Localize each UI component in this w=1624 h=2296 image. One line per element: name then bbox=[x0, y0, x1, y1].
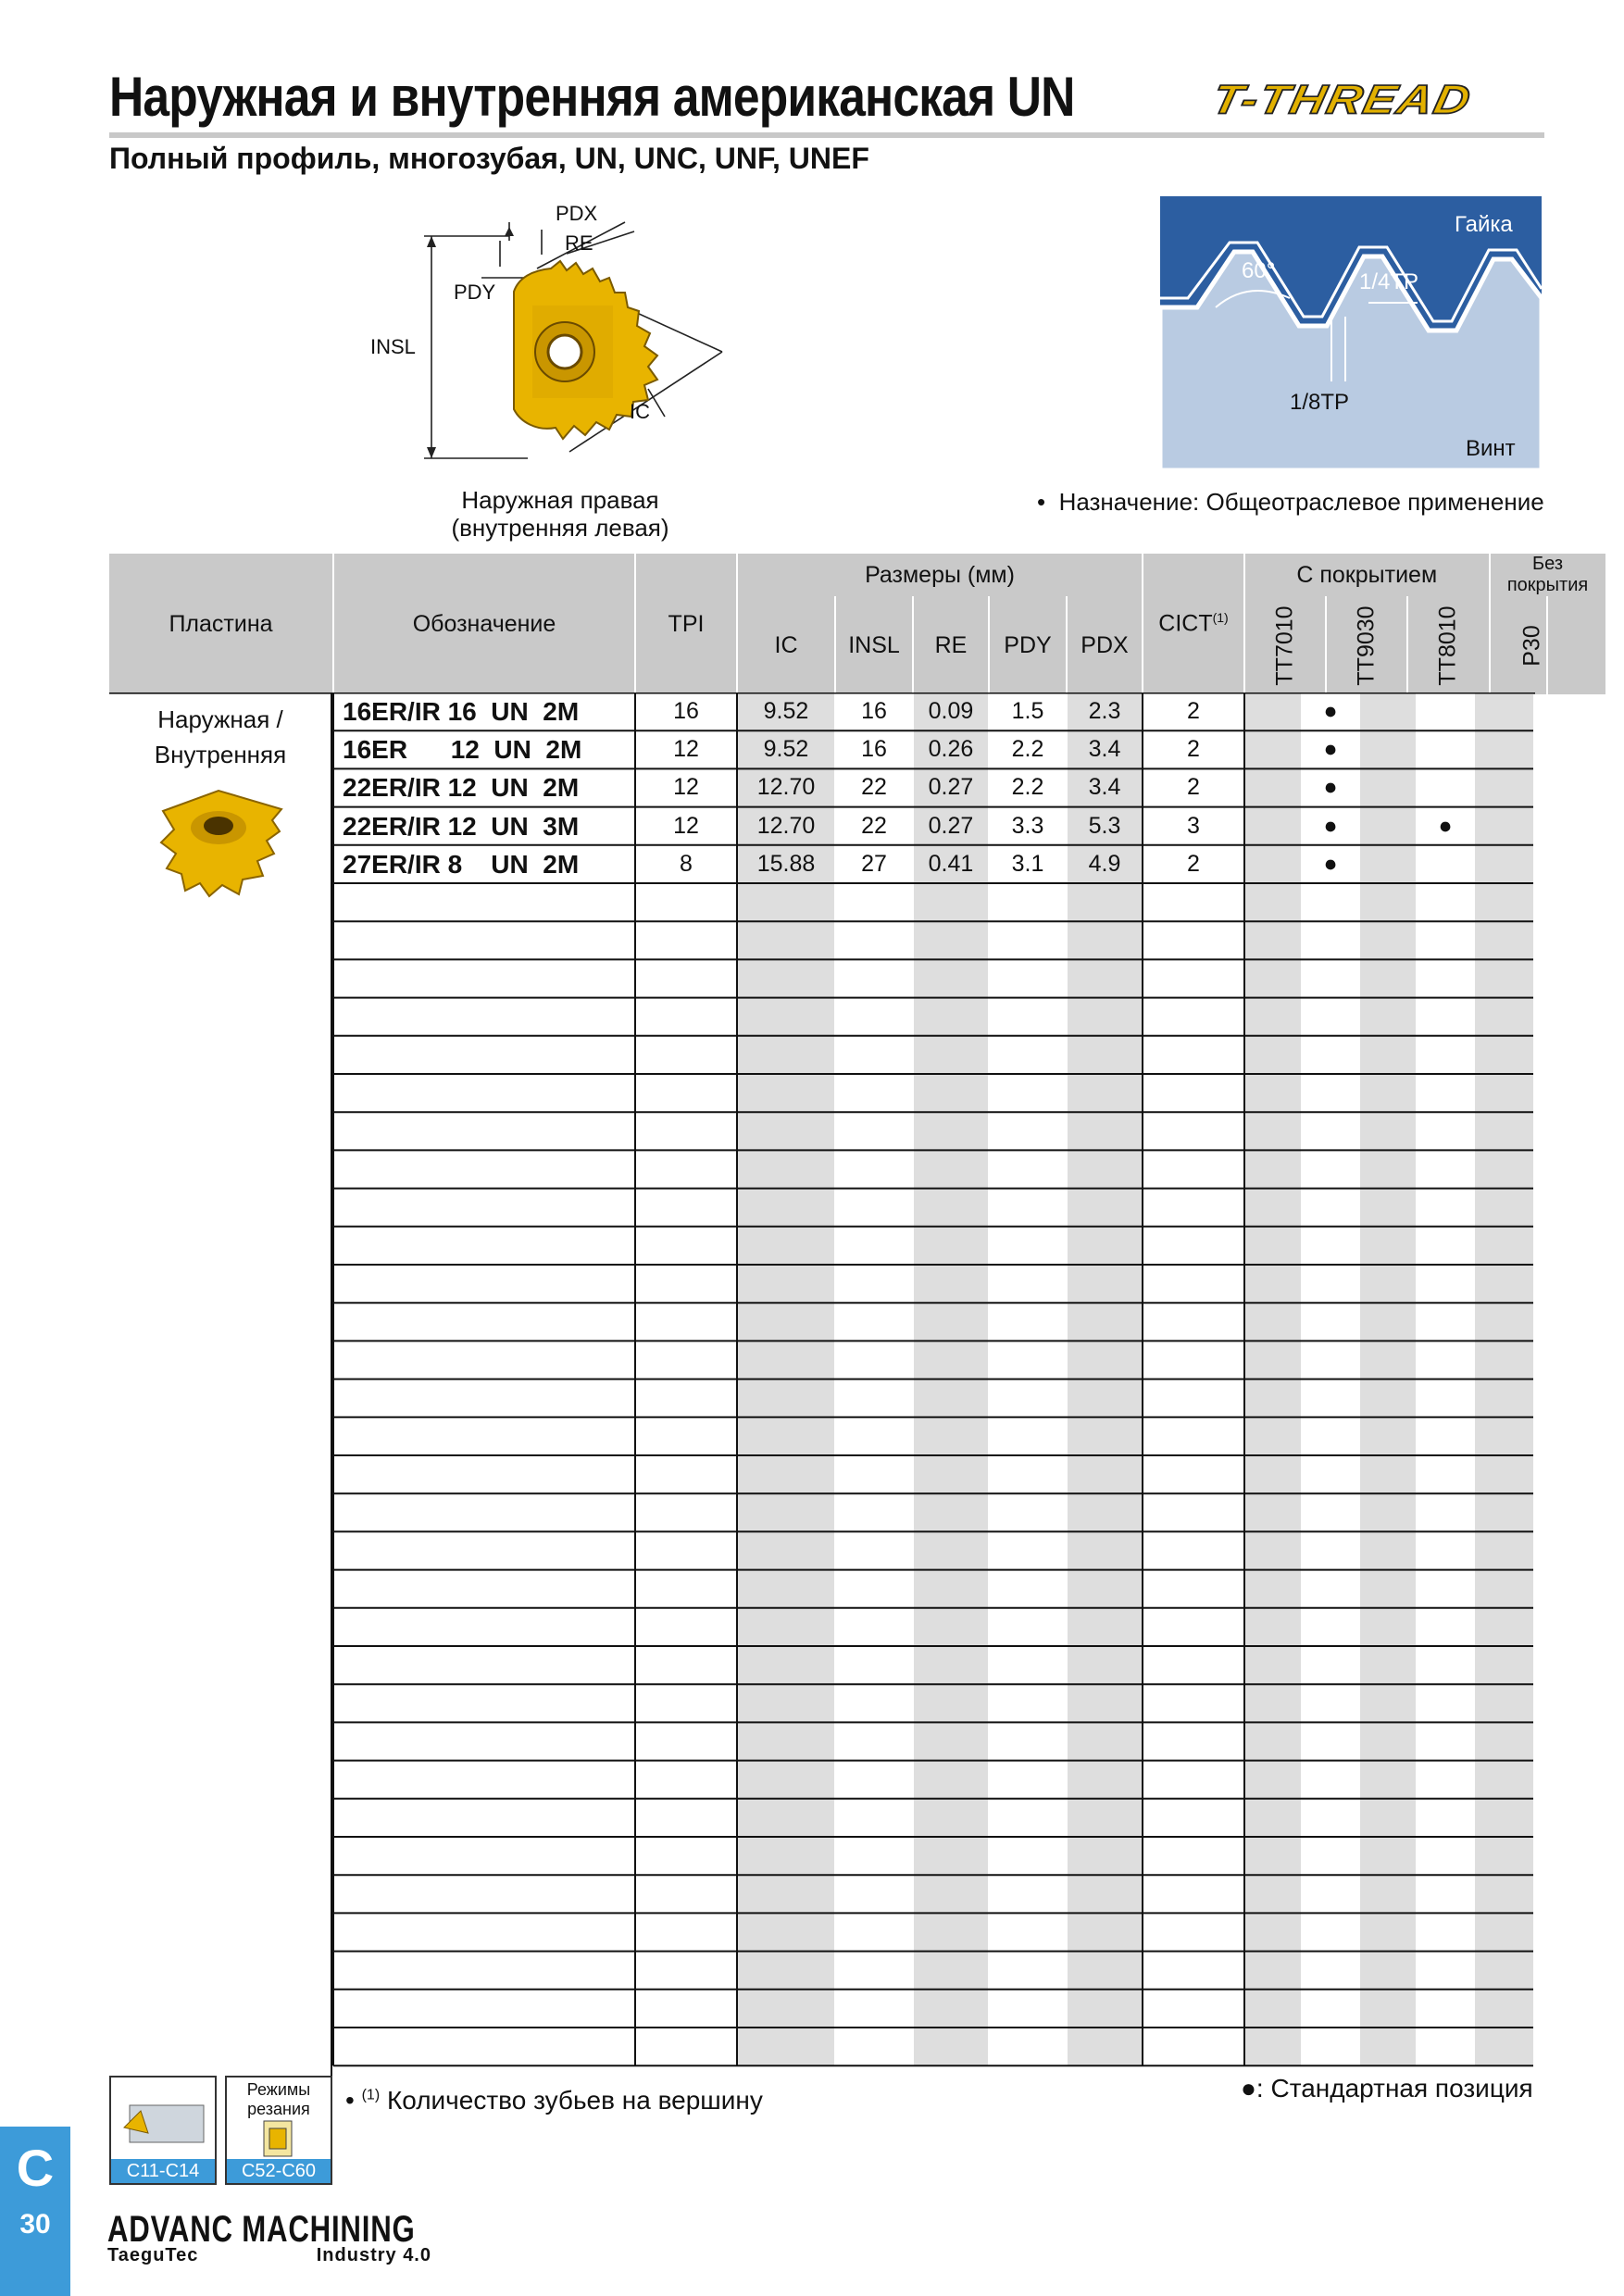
brand-company: TaeguTec bbox=[107, 2245, 199, 2265]
header-pdy: PDY bbox=[989, 596, 1067, 694]
table-cell-designation: 22ER/IR 12 UN 2M bbox=[343, 773, 580, 803]
table-cell-designation: 16ER/IR 16 UN 2M bbox=[343, 697, 580, 726]
table-cell-tt8010 bbox=[1359, 730, 1417, 768]
table-cell-tpi: 16 bbox=[673, 698, 699, 724]
table-cell-tt7010 bbox=[1244, 807, 1302, 845]
table-cell-pdx: 5.3 bbox=[1088, 812, 1121, 839]
table-cell-ic: 15.88 bbox=[756, 850, 816, 877]
grade-tt8010-label: TT8010 bbox=[1434, 605, 1461, 686]
table-cell-cict: 2 bbox=[1187, 698, 1200, 724]
page-title: Наружная и внутренняя американская UN bbox=[109, 66, 1075, 128]
table-cell-pdy: 2.2 bbox=[1011, 774, 1044, 801]
table-cell-pdx: 2.3 bbox=[1088, 698, 1121, 724]
grade-p30-label: P30 bbox=[1518, 624, 1545, 667]
table-cell-pdy: 3.3 bbox=[1011, 812, 1044, 839]
brand-tagline: Industry 4.0 bbox=[316, 2245, 431, 2265]
standard-position-text: : Стандартная позиция bbox=[1255, 2074, 1533, 2103]
diagram-caption-line2: (внутренняя левая) bbox=[451, 514, 669, 542]
table-cell-tt9030: ● bbox=[1323, 812, 1338, 839]
thread-profile-svg bbox=[1160, 196, 1542, 470]
table-cell-pdy: 1.5 bbox=[1011, 698, 1044, 724]
table-cell-p30 bbox=[1417, 693, 1474, 730]
header-coated: С покрытием bbox=[1244, 554, 1490, 596]
table-cell-p30 bbox=[1417, 768, 1474, 806]
insert-photo bbox=[154, 783, 289, 900]
header-dimensions: Размеры (мм) bbox=[737, 554, 1143, 596]
standard-position-note bbox=[1241, 2074, 1533, 2103]
grade-tt9030-label: TT9030 bbox=[1353, 605, 1380, 686]
table-cell-tt7010 bbox=[1244, 730, 1302, 768]
table-cell-p30 bbox=[1417, 845, 1474, 883]
tools-ref-box[interactable] bbox=[109, 2076, 217, 2185]
table-cell-re: 0.26 bbox=[928, 736, 974, 763]
angle-label: 60° bbox=[1242, 258, 1276, 283]
table-cell-cict: 2 bbox=[1187, 736, 1200, 763]
cutting-conditions-ref-label: C52-C60 bbox=[227, 2159, 331, 2183]
table-cell-tt7010 bbox=[1244, 845, 1302, 883]
header-cict bbox=[1143, 554, 1244, 694]
table-cell-tt8010 bbox=[1359, 807, 1417, 845]
insl-label: INSL bbox=[370, 335, 416, 358]
insert-diagram bbox=[370, 204, 741, 486]
table-cell-designation: 27ER/IR 8 UN 2M bbox=[343, 849, 580, 879]
table-cell-tt9030: ● bbox=[1323, 774, 1338, 801]
table-cell-tt8010 bbox=[1359, 845, 1417, 883]
brand-name: ADVANC MACHINING bbox=[107, 2209, 416, 2250]
table-cell-tt9030: ● bbox=[1323, 850, 1338, 877]
table-cell-designation: 22ER/IR 12 UN 3M bbox=[343, 811, 580, 841]
section-tab bbox=[0, 2127, 70, 2296]
table-cell-p30 bbox=[1417, 730, 1474, 768]
table-cell-re: 0.27 bbox=[928, 774, 974, 801]
screw-label: Винт bbox=[1466, 436, 1516, 461]
header-insert: Пластина bbox=[109, 554, 333, 694]
table-cell-re: 0.27 bbox=[928, 812, 974, 839]
table-cell-tpi: 12 bbox=[673, 812, 699, 839]
header-cict-text: CICT bbox=[1158, 610, 1213, 637]
table-cell-insl: 27 bbox=[861, 850, 887, 877]
cutting-conditions-title: Режимы резания bbox=[246, 2080, 311, 2118]
footnote-mark: (1) bbox=[361, 2087, 381, 2103]
t-thread-logo: T-THREAD bbox=[1207, 77, 1477, 123]
tools-ref-label: C11-C14 bbox=[111, 2159, 215, 2183]
title-rule bbox=[109, 132, 1544, 138]
table-cell-tt8010 bbox=[1359, 768, 1417, 806]
cutting-conditions-ref-box[interactable] bbox=[225, 2076, 332, 2185]
table-cell-tpi: 8 bbox=[680, 850, 693, 877]
header-grade-p30 bbox=[1490, 596, 1547, 694]
table-cell-tpi: 12 bbox=[673, 736, 699, 763]
insert-table bbox=[109, 554, 1607, 879]
table-cell-cict: 3 bbox=[1187, 812, 1200, 839]
pdx-label: PDX bbox=[556, 204, 598, 225]
cutting-conditions-icon bbox=[227, 2119, 331, 2160]
application-note bbox=[1037, 488, 1544, 517]
bullet-icon: • bbox=[345, 2086, 362, 2115]
table-cell-designation: 16ER 12 UN 2M bbox=[343, 735, 582, 765]
table-cell-ic: 12.70 bbox=[756, 812, 816, 839]
page-number: 30 bbox=[19, 2209, 51, 2240]
quarter-pitch-label: 1/4TP bbox=[1359, 269, 1419, 294]
footnote bbox=[345, 2086, 763, 2115]
application-note-text: Назначение: Общеотраслевое применение bbox=[1058, 488, 1544, 516]
table-cell-tt9030: ● bbox=[1323, 698, 1338, 724]
table-cell-insl: 22 bbox=[861, 812, 887, 839]
diagram-caption-line1: Наружная правая bbox=[461, 486, 659, 514]
diagram-caption bbox=[407, 486, 713, 542]
table-cell-pdx: 4.9 bbox=[1088, 850, 1121, 877]
nut-label: Гайка bbox=[1455, 212, 1513, 237]
header-uncoated: Без покрытия bbox=[1490, 554, 1606, 596]
header-grade-tt8010 bbox=[1407, 596, 1489, 694]
header-cict-note: (1) bbox=[1212, 610, 1229, 626]
table-cell-pdy: 2.2 bbox=[1011, 736, 1044, 763]
table-cell-tt7010 bbox=[1244, 693, 1302, 730]
insert-table-grid bbox=[109, 554, 1607, 694]
pdy-label: PDY bbox=[454, 281, 496, 304]
table-cell-p30: ● bbox=[1438, 812, 1453, 839]
eighth-pitch-label: 1/8TP bbox=[1290, 390, 1350, 415]
table-cell-pdy: 3.1 bbox=[1011, 850, 1044, 877]
re-label: RE bbox=[565, 231, 593, 255]
table-cell-ic: 12.70 bbox=[756, 774, 816, 801]
header-grade-tt7010 bbox=[1244, 596, 1326, 694]
table-cell-tt8010 bbox=[1359, 693, 1417, 730]
footnote-text: Количество зубьев на вершину bbox=[386, 2086, 763, 2115]
section-tab-letter: C bbox=[16, 2139, 55, 2197]
table-cell-insl: 22 bbox=[861, 774, 887, 801]
header-tpi: TPI bbox=[635, 554, 737, 694]
ic-label: IC bbox=[630, 400, 650, 423]
table-cell-tpi: 12 bbox=[673, 774, 699, 801]
insert-type-label: Наружная / Внутренняя bbox=[154, 705, 287, 768]
grade-tt7010-label: TT7010 bbox=[1271, 605, 1298, 686]
table-cell-ic: 9.52 bbox=[763, 736, 809, 763]
table-cell-insl: 16 bbox=[861, 736, 887, 763]
header-grade-empty bbox=[1547, 596, 1606, 694]
header-insl: INSL bbox=[835, 596, 913, 694]
table-body-grid bbox=[109, 693, 1535, 2174]
table-cell-insl: 16 bbox=[861, 698, 887, 724]
insert-diagram-svg bbox=[370, 204, 741, 481]
standard-dot-icon: ● bbox=[1241, 2074, 1256, 2103]
header-grade-tt9030 bbox=[1326, 596, 1407, 694]
table-cell-cict: 2 bbox=[1187, 774, 1200, 801]
header-ic: IC bbox=[737, 596, 835, 694]
table-cell-re: 0.41 bbox=[928, 850, 974, 877]
table-cell-pdx: 3.4 bbox=[1088, 774, 1121, 801]
table-cell-pdx: 3.4 bbox=[1088, 736, 1121, 763]
holder-icon bbox=[111, 2078, 215, 2159]
thread-profile-diagram bbox=[1160, 196, 1542, 470]
table-cell-tt7010 bbox=[1244, 768, 1302, 806]
table-cell-cict: 2 bbox=[1187, 850, 1200, 877]
header-re: RE bbox=[913, 596, 989, 694]
header-designation: Обозначение bbox=[333, 554, 635, 694]
bullet-icon: • bbox=[1037, 488, 1059, 516]
brand-logo bbox=[107, 2209, 502, 2266]
table-cell-tt9030: ● bbox=[1323, 736, 1338, 763]
header-pdx: PDX bbox=[1067, 596, 1143, 694]
table-cell-ic: 9.52 bbox=[763, 698, 809, 724]
page-subtitle: Полный профиль, многозубая, UN, UNC, UNF, UNEF bbox=[109, 142, 869, 175]
table-cell-re: 0.09 bbox=[928, 698, 974, 724]
